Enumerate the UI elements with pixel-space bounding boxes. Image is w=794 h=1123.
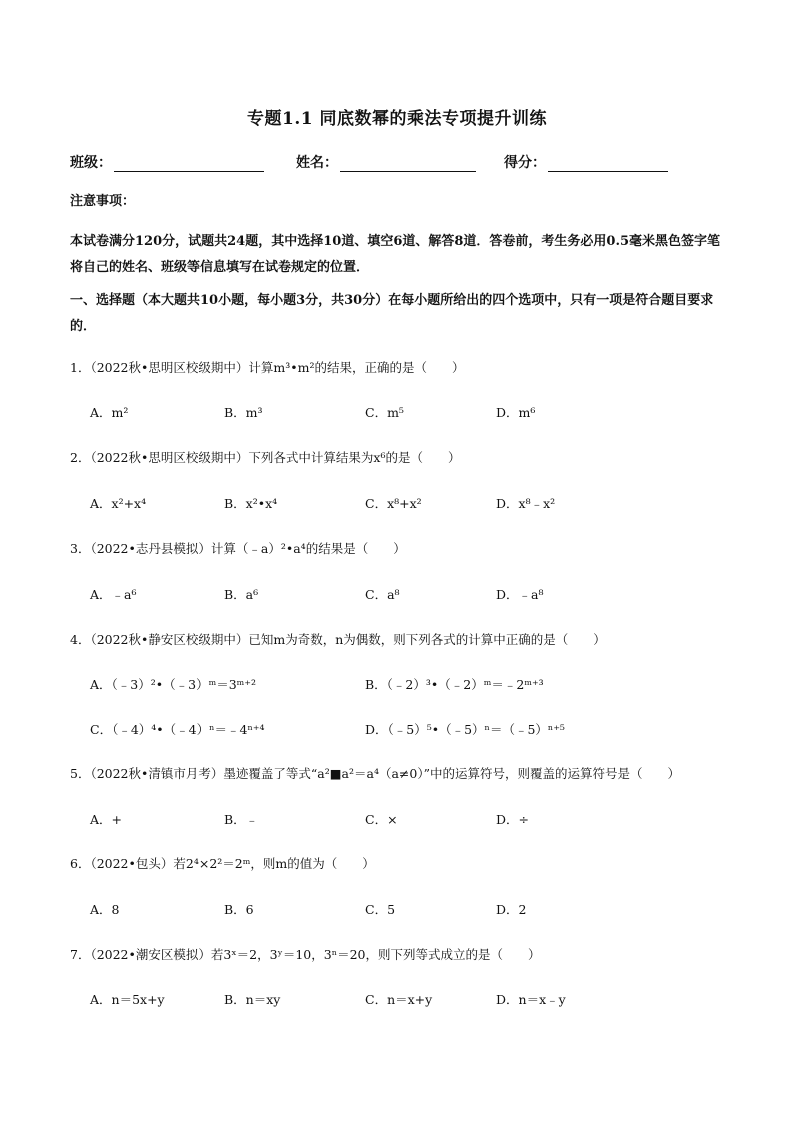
option-c[interactable]: C．x⁸+x² (365, 496, 422, 511)
question-source: （2022•潮安区模拟） (90, 947, 211, 962)
question-number: 1． (70, 360, 91, 375)
name-label: 姓名： (296, 155, 338, 171)
question-source: （2022秋•静安区校级期中） (90, 632, 249, 647)
option-b[interactable]: B．x²•x⁴ (224, 496, 278, 511)
question-stem: 下列各式中计算结果为x⁶的是（ ） (248, 450, 461, 465)
name-field (296, 152, 476, 172)
question-source: （2022•志丹县模拟） (90, 541, 211, 556)
option-a[interactable]: A．8 (90, 902, 120, 917)
notes-label: 注意事项： (70, 194, 136, 209)
question-number: 2． (70, 450, 91, 465)
question-number: 4． (70, 632, 91, 647)
option-b[interactable]: B．﹣ (224, 812, 259, 827)
question-stem: 计算（﹣a）²•a⁴的结果是（ ） (210, 541, 406, 556)
option-d[interactable]: D．2 (496, 902, 527, 917)
notes-body: 本试卷满分120分，试题共24题，其中选择10道、填空6道、解答8道．答卷前，考生务必用0.5毫米黑色签字笔将自己的姓名、班级等信息填写在试卷规定的位置． (70, 234, 721, 275)
option-d[interactable]: D．÷ (496, 812, 529, 827)
question-number: 6． (70, 856, 91, 871)
question-stem: 计算m³•m²的结果，正确的是（ ） (248, 360, 465, 375)
option-c[interactable]: C．5 (365, 902, 396, 917)
option-c[interactable]: C．a⁸ (365, 587, 400, 602)
question-number: 5． (70, 766, 91, 781)
student-info-fields (70, 152, 730, 176)
option-a[interactable]: A．n＝5x+y (90, 992, 165, 1007)
question-3 (70, 539, 730, 557)
option-b[interactable]: B．6 (224, 902, 254, 917)
option-c[interactable]: C．m⁵ (365, 405, 404, 420)
page-title: 专题1.1 同底数幂的乘法专项提升训练 (247, 109, 547, 129)
option-b[interactable]: B．a⁶ (224, 587, 259, 602)
option-c[interactable]: C．（﹣4）⁴•（﹣4）ⁿ＝﹣4ⁿ⁺⁴ (90, 722, 265, 737)
option-d[interactable]: D．x⁸﹣x² (496, 496, 556, 511)
question-source: （2022秋•清镇市月考） (90, 766, 224, 781)
option-a[interactable]: A．m² (90, 405, 129, 420)
option-a[interactable]: A．﹣a⁶ (90, 587, 137, 602)
question-stem: 若3ˣ＝2，3ʸ＝10，3ⁿ＝20，则下列等式成立的是（ ） (210, 947, 541, 962)
option-a[interactable]: A．（﹣3）²•（﹣3）ᵐ＝3ᵐ⁺² (90, 677, 256, 692)
question-stem: 已知m为奇数，n为偶数，则下列各式的计算中正确的是（ ） (248, 632, 606, 647)
option-b[interactable]: B．（﹣2）³•（﹣2）ᵐ＝﹣2ᵐ⁺³ (365, 677, 544, 692)
question-6 (70, 854, 730, 872)
question-source: （2022•包头） (90, 856, 174, 871)
option-a[interactable]: A．x²+x⁴ (90, 496, 147, 511)
score-label: 得分： (504, 155, 546, 171)
section-heading: 一、选择题（本大题共10小题，每小题3分，共30分）在每小题所给出的四个选项中，只有一项是符合题目要求的． (70, 293, 714, 334)
question-number: 3． (70, 541, 91, 556)
question-number: 7． (70, 947, 91, 962)
question-stem: 墨迹覆盖了等式“a²■a²＝a⁴（a≠0）”中的运算符号，则覆盖的运算符号是（ ） (223, 766, 681, 781)
option-d[interactable]: D．（﹣5）⁵•（﹣5）ⁿ＝（﹣5）ⁿ⁺⁵ (365, 722, 565, 737)
question-2 (70, 448, 730, 466)
option-d[interactable]: D．n＝x﹣y (496, 992, 566, 1007)
name-blank[interactable] (340, 155, 476, 172)
question-4 (70, 630, 730, 648)
question-source: （2022秋•思明区校级期中） (90, 450, 249, 465)
question-1 (70, 358, 730, 376)
question-5 (70, 764, 730, 782)
score-field (504, 152, 668, 172)
option-a[interactable]: A．+ (90, 812, 123, 827)
class-blank[interactable] (114, 155, 264, 172)
question-source: （2022秋•思明区校级期中） (90, 360, 249, 375)
option-b[interactable]: B．m³ (224, 405, 263, 420)
class-field (70, 152, 264, 172)
question-7 (70, 945, 730, 963)
score-blank[interactable] (548, 155, 668, 172)
class-label: 班级： (70, 155, 112, 171)
option-c[interactable]: C．× (365, 812, 398, 827)
option-d[interactable]: D．m⁶ (496, 405, 536, 420)
option-b[interactable]: B．n＝xy (224, 992, 281, 1007)
question-stem: 若2⁴×2²＝2ᵐ，则m的值为（ ） (173, 856, 375, 871)
option-d[interactable]: D．﹣a⁸ (496, 587, 544, 602)
option-c[interactable]: C．n＝x+y (365, 992, 433, 1007)
